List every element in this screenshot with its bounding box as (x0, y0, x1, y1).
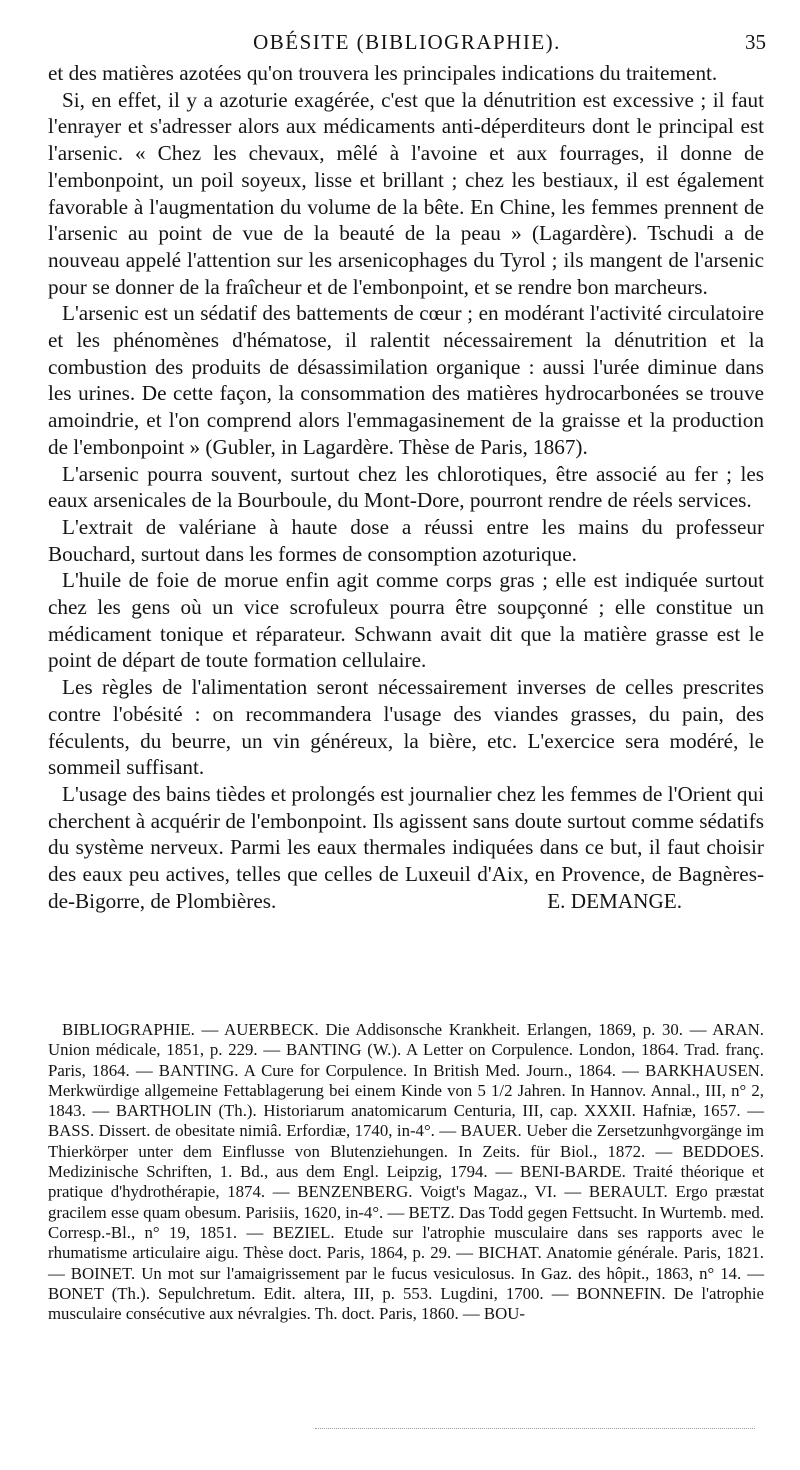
author-signature: E. DEMANGE. (547, 888, 682, 913)
footer-rule (315, 1428, 755, 1429)
paragraph-4: L'arsenic pourra souvent, surtout chez les chlorotiques, être associé au fer ; les eaux arsenicales de la Bourboule, du Mont-Dore, pourront rendre de réels services. (48, 461, 764, 513)
bibliography (48, 1020, 764, 1324)
paragraph-6: L'huile de foie de morue enfin agit comme corps gras ; elle est indiquée surtout chez les gens où un vice scrofuleux pourra être soupçonné ; elle constitue un médicament tonique et réparateur. Schwann avait dit que la matière grasse est le point de départ de toute formation cellulaire. (48, 568, 764, 673)
paragraph-3: L'arsenic est un sédatif des battements de cœur ; en modérant l'activité circulatoire et les phénomènes d'hématose, il ralentit nécessairement la dénutrition et la combustion des produits de désassimilation organique : aussi l'urée diminue dans les urines. De cette façon, la consommation des matières hydrocarbonées se trouve amoindrie, et l'on comprend alors l'emmagasinement de la graisse et la production de l'embonpoint » (Gubler, in Lagardère. Thèse de Paris, 1867). (48, 301, 764, 459)
paragraph-1: et des matières azotées qu'on trouvera les principales indications du traitement. (48, 61, 718, 85)
paragraph-7: Les règles de l'alimentation seront nécessairement inverses de celles prescrites contre l'obésité : on recommandera l'usage des viandes grasses, du pain, des féculents, du beurre, un vin généreux, la bière, etc. L'exercice sera modéré, le sommeil suffisant. (48, 675, 764, 780)
page-number: 35 (745, 30, 766, 54)
paragraph-5: L'extrait de valériane à haute dose a réussi entre les mains du professeur Bouchard, surtout dans les formes de consomption azoturique. (48, 514, 764, 566)
paragraph-2: Si, en effet, il y a azoturie exagérée, c'est que la dénutrition est excessive ; il faut l'enrayer et s'adresser alors aux médicaments anti-déperditeurs dont le principal est l'arsenic. « Chez les chevaux, mêlé à l'avoine et aux fourrages, il donne de l'embonpoint, un poil soyeux, lisse et brillant ; chez les bestiaux, il est également favorable à l'augmentation du volume de la bête. En Chine, les femmes prennent de l'arsenic au point de vue de la beauté de la peau » (Lagardère). Tschudi a de nouveau appelé l'attention sur les arsenicophages du Tyrol ; ils mangent de l'arsenic pour se donner de la fraîcheur et de l'embonpoint, et se rendre bon marcheurs. (48, 87, 764, 299)
page-header (48, 30, 766, 62)
paragraph-8: L'usage des bains tièdes et prolongés est journalier chez les femmes de l'Orient qui cherchent à acquérir de l'embonpoint. Ils agissent sans doute surtout comme sédatifs du système nerveux. Parmi les eaux thermales indiquées dans ce but, il faut choisir des eaux peu actives, telles que celles de Luxeuil d'Aix, en Provence, de Bagnères-de-Bigorre, de Plombières. (48, 781, 764, 913)
running-title: OBÉSITE (BIBLIOGRAPHIE). (253, 30, 561, 54)
bibliography-text: BIBLIOGRAPHIE. — AUERBECK. Die Addisonsche Krankheit. Erlangen, 1869, p. 30. — ARAN. Union médicale, 1851, p. 229. — BANTING (W.). A Letter on Corpulence. London, 1864. Trad. franç. Paris, 1864. — BANTING. A Cure for Corpulence. In British Med. Journ., 1864. — BARKHAUSEN. Merkwürdige allgemeine Fettablagerung bei einem Kinde von 5 1/2 Jahren. In Hannov. Annal., III, n° 2, 1843. — BARTHOLIN (Th.). Historiarum anatomicarum Centuria, III, cap. XXXII. Hafniæ, 1657. — BASS. Dissert. de obesitate nimiâ. Erfordiæ, 1740, in-4°. — BAUER. Ueber die Zersetzunhgvorgänge im Thierkörper unter dem Einflusse von Blutenziehungen. In Zeits. für Biol., 1872. — BEDDOES. Medizinische Schriften, 1. Bd., aus dem Engl. Leipzig, 1794. — BENI-BARDE. Traité théorique et pratique d'hydrothérapie, 1874. — BENZENBERG. Voigt's Magaz., VI. — BERAULT. Ergo præstat gracilem esse quam obesum. Parisiis, 1620, in-4°. — BETZ. Das Todd gegen Fettsucht. In Wurtemb. med. Corresp.-Bl., n° 19, 1851. — BEZIEL. Etude sur l'atrophie musculaire dans ses rapports avec le rhumatisme articulaire aigu. Thèse doct. Paris, 1864, p. 29. — BICHAT. Anatomie générale. Paris, 1821. — BOINET. Un mot sur l'amaigrissement par le fucus vesiculosus. In Gaz. des hôpit., 1863, n° 14. — BONET (Th.). Sepulchretum. Edit. altera, III, p. 553. Lugdini, 1700. — BONNEFIN. De l'atrophie musculaire consécutive aux névralgies. Th. doct. Paris, 1860. — BOU- (48, 1020, 764, 1324)
body-text (48, 60, 764, 915)
